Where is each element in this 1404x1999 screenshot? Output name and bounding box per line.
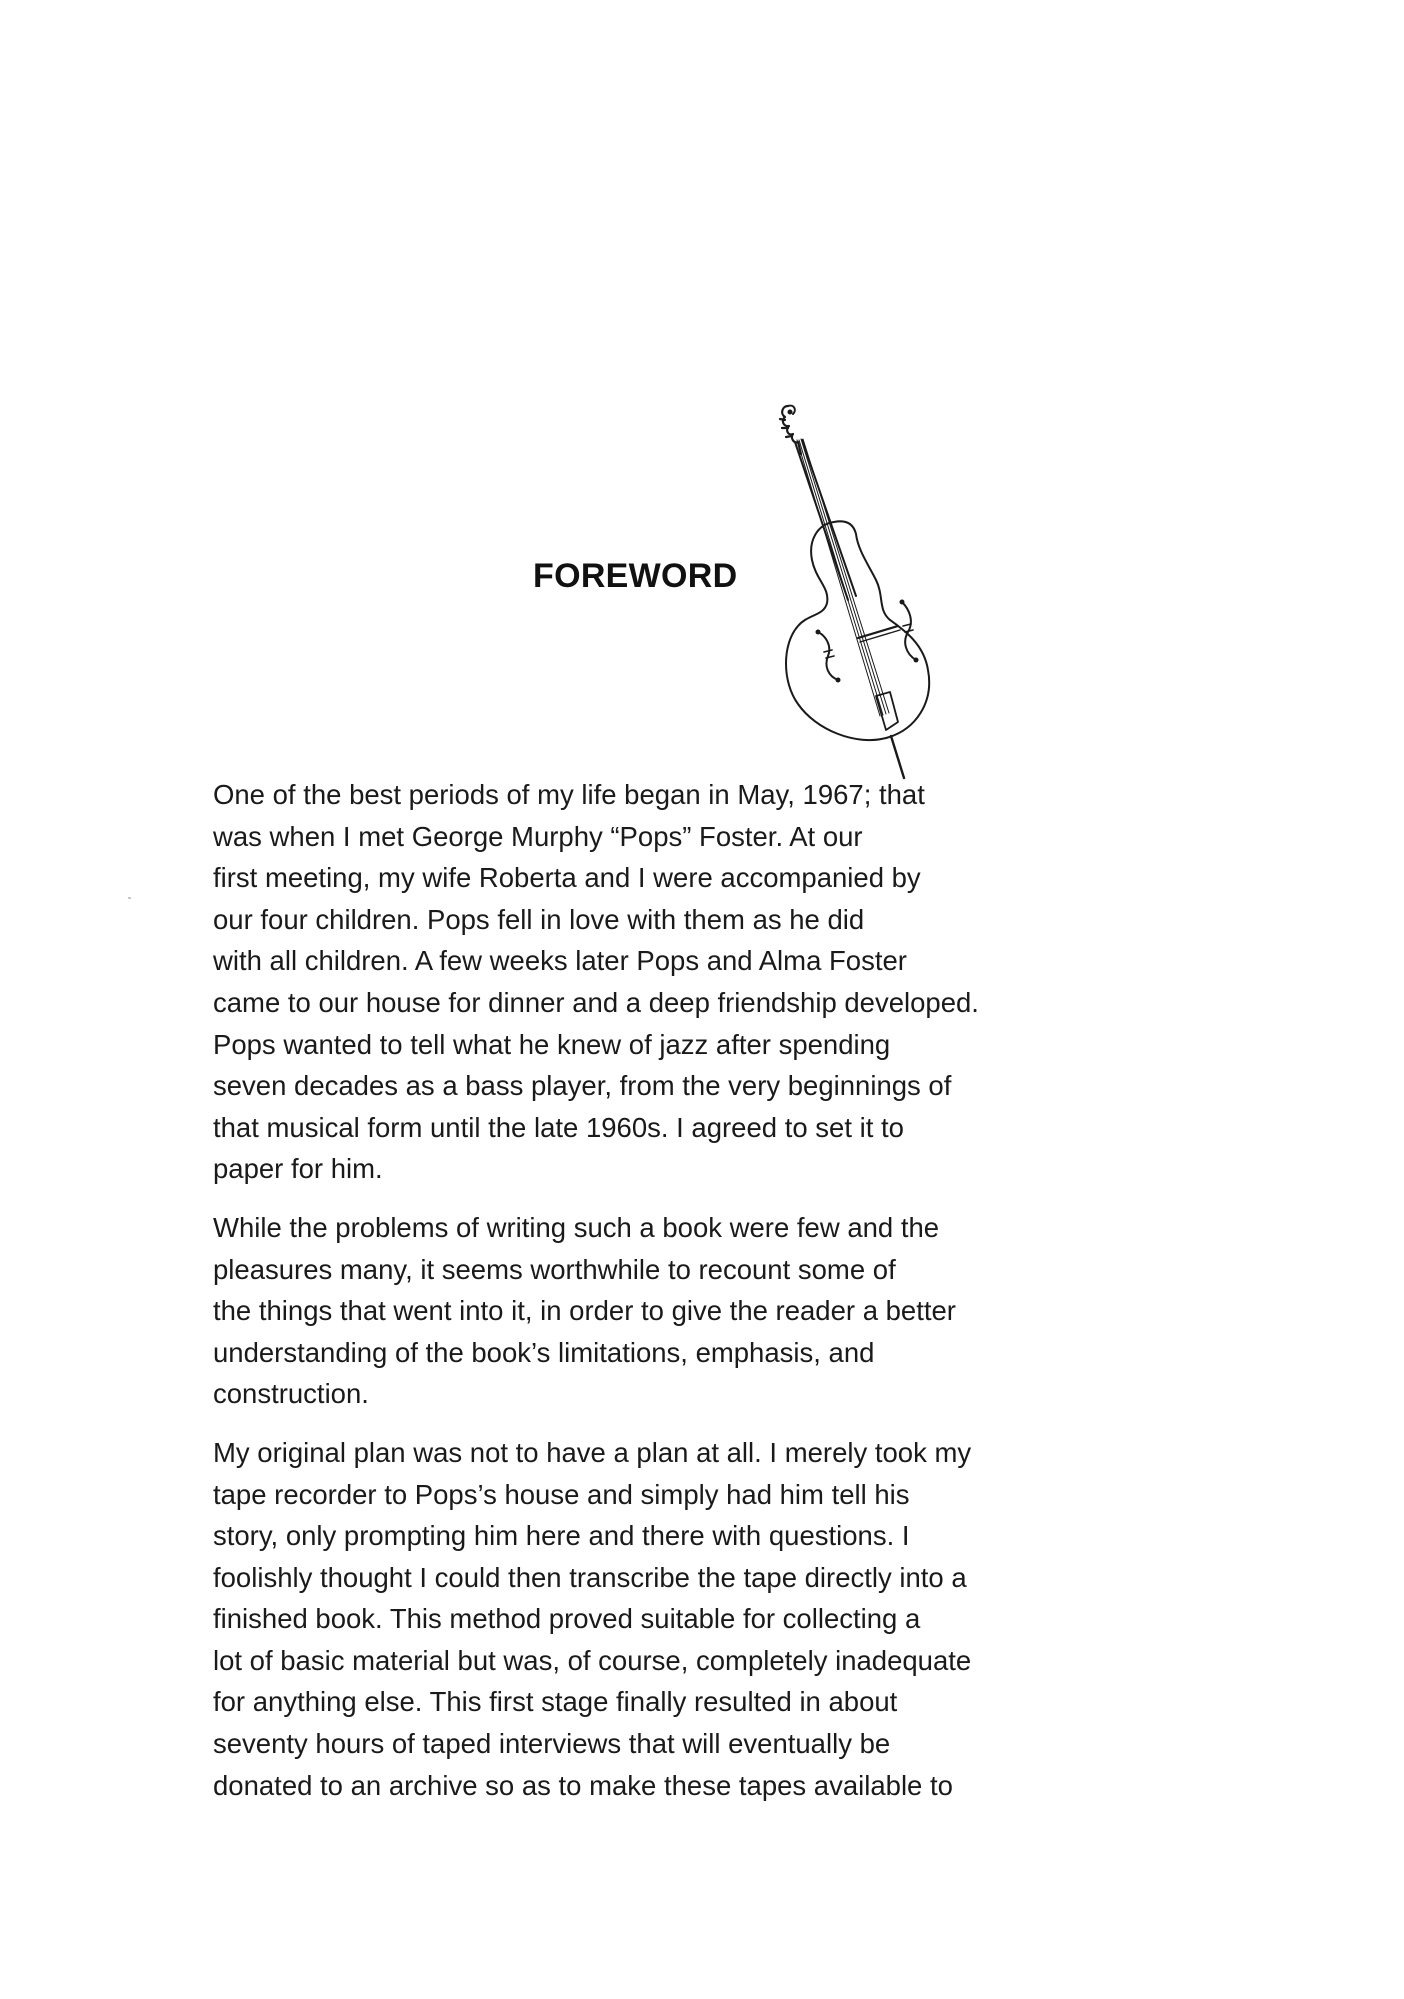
text-line: paper for him. [213, 1153, 383, 1185]
text-line: While the problems of writing such a book were few and the [213, 1211, 940, 1243]
text-line: the things that went into it, in order to give the reader a better [213, 1295, 956, 1327]
text-line: seven decades as a bass player, from the very beginnings of [213, 1070, 952, 1102]
text-line: finished book. This method proved suitable for collecting a [213, 1603, 921, 1635]
paragraph-2 [213, 1207, 1113, 1415]
text-line: that musical form until the late 1960s. I agreed to set it to [213, 1111, 904, 1143]
paragraph-1 [213, 774, 1113, 1190]
text-line: seventy hours of taped interviews that will eventually be [213, 1728, 891, 1760]
text-line: foolishly thought I could then transcribe the tape directly into a [213, 1561, 967, 1593]
scan-speck [128, 897, 131, 899]
text-line: came to our house for dinner and a deep friendship developed. [213, 986, 979, 1018]
paragraph-3 [213, 1432, 1113, 1806]
foreword-heading [520, 400, 940, 780]
text-line: donated to an archive so as to make these tapes available to [213, 1769, 953, 1801]
text-line: first meeting, my wife Roberta and I were accompanied by [213, 862, 921, 894]
foreword-body [213, 774, 1113, 1823]
text-line: construction. [213, 1378, 369, 1410]
text-line: My original plan was not to have a plan at all. I merely took my [213, 1436, 972, 1468]
page-title: FOREWORD [533, 557, 738, 595]
text-line: for anything else. This first stage finally resulted in about [213, 1686, 898, 1718]
double-bass-icon [752, 400, 942, 780]
text-line: our four children. Pops fell in love with them as he did [213, 903, 865, 935]
text-line: Pops wanted to tell what he knew of jazz after spending [213, 1028, 891, 1060]
text-line: tape recorder to Pops’s house and simply had him tell his [213, 1478, 910, 1510]
text-line: was when I met George Murphy “Pops” Foster. At our [213, 820, 863, 852]
text-line: pleasures many, it seems worthwhile to recount some of [213, 1253, 896, 1285]
text-line: with all children. A few weeks later Pops and Alma Foster [213, 945, 907, 977]
text-line: lot of basic material but was, of course, completely inadequate [213, 1644, 972, 1676]
text-line: story, only prompting him here and there with questions. I [213, 1520, 910, 1552]
text-line: understanding of the book’s limitations, emphasis, and [213, 1336, 875, 1368]
text-line: One of the best periods of my life began in May, 1967; that [213, 779, 925, 810]
